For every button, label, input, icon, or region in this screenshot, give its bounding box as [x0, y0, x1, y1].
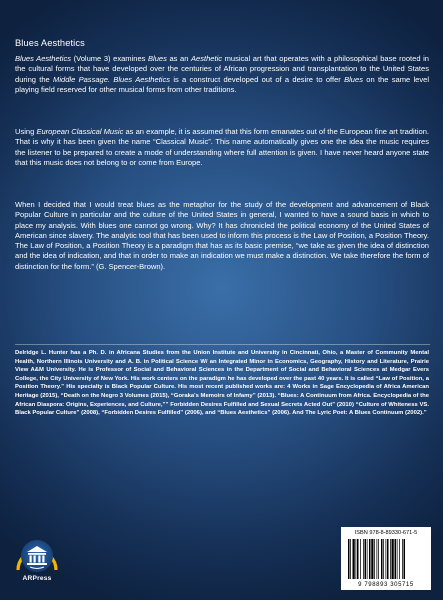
barcode-icon: [347, 539, 425, 579]
description-paragraph-1: [15, 54, 429, 95]
italic-text-run: Blues Aesthetics: [15, 54, 71, 63]
barcode-bar: [397, 539, 398, 579]
barcode-bar: [399, 539, 400, 579]
publisher-name: ARPress: [22, 575, 52, 582]
description-paragraph-2: [15, 127, 429, 168]
barcode-bar: [390, 539, 391, 579]
text-run: is a construct developed out of a desire to offer: [170, 74, 345, 84]
text-run: on the same level playing field reserved for other musical forms from other traditions.: [15, 74, 429, 94]
barcode-bar: [387, 539, 389, 579]
text-run: as an example, it is assumed that this form emanates out of the European fine art tradition. That is why it has been given the name “Classical Music”. This name automatically gives one the idea the music requires the listener to be prepared to create a mode of understanding where full attention is given. I have never heard anyone state that this music does not belong to or come from Europe.: [15, 127, 429, 167]
barcode-bar: [371, 539, 373, 579]
barcode-bar: [369, 539, 371, 579]
isbn-barcode: [341, 527, 431, 590]
isbn-label: ISBN 978-8-89330-671-5: [354, 530, 418, 536]
barcode-digits: 9 798893 305715: [358, 582, 414, 588]
barcode-bar: [350, 539, 351, 579]
barcode-bar: [367, 539, 368, 579]
barcode-bar: [377, 539, 378, 579]
barcode-bar: [363, 539, 364, 579]
barcode-bar: [348, 539, 350, 579]
author-bio: Delridge L. Hunter has a Ph. D. in Africana Studies from the Union Institute and University in Cincinnati, Ohio, a Master of Community Mental Health, Northern Illinois University and A. B. in Political Science W/ an Integrated Minor in Economics, Geography, History and Literature, Prairie View A&M University. He is Professor of Social and Behavioral Sciences in the Department of Social and Behavioral Sciences at Medgar Evers College, the City University of New York. His work centers on the paradigm he has developed over the past 40 years. It is called “Law of Position, a Position Theory.” His specialty is Black Popular Culture. His most recent published works are: 4 Works in Sage Encyclopedia of Africa American Heritage (2015), “Death on the Negro 3 Volumes (2015), “Goraka's Memoirs of Infamy” (2013). “Blues: A Continuum from Africa. Encyclopedia of the African Diaspora: Origins, Experiences, and Culture,”” Forbidden Desires Fulfilled and Sexual Secrets Acted Out” (2010) “Culture of Whiteness VS. Black Popular Culture” (2008), “Forbidden Desires Fulfilled” (2006), and “Blues Aesthetics” (2006). And The Lyric Poet: A Blues Continuum (2002).”: [15, 350, 429, 417]
barcode-bar: [386, 539, 387, 579]
italic-text-run: Blues: [148, 54, 167, 63]
section-divider: [15, 344, 430, 345]
barcode-bar: [356, 539, 357, 579]
barcode-bar: [374, 539, 375, 579]
italic-text-run: Blues: [344, 74, 363, 84]
barcode-bar: [395, 539, 397, 579]
book-title-heading: Blues Aesthetics: [15, 38, 85, 48]
text-run: Using: [15, 127, 37, 136]
barcode-bar: [381, 539, 383, 579]
italic-text-run: Middle Passage. Blues Aesthetics: [53, 74, 171, 84]
text-run: as an: [166, 54, 191, 63]
text-run: musical art that operates with a philosophical base rooted in the cultural forms that have developed over the centuries of African progression and transplantation to the United States during the: [15, 54, 430, 84]
italic-text-run: Aesthetic: [190, 54, 223, 63]
barcode-bar: [357, 539, 359, 579]
barcode-bar: [360, 539, 361, 579]
barcode-bar: [353, 539, 355, 579]
barcode-bar: [404, 539, 406, 579]
barcode-bar: [365, 539, 367, 579]
text-run: (Volume 3) examines: [71, 54, 148, 63]
barcode-bar: [378, 539, 379, 579]
barcode-bar: [383, 539, 384, 579]
italic-text-run: European Classical Music: [36, 127, 124, 136]
barcode-bar: [402, 539, 403, 579]
description-paragraph-3: When I decided that I would treat blues as the metaphor for the study of the development and advancement of Black Popular Culture in particular and the culture of the United States in general, I wanted to have a sound basis in which to place my analysis. With blues one cannot go wrong. Why? It has chronicled the political economy of the United States of American since slavery. The analytic tool that has been used to inform this process is the Law of Position, a Position Theory. The Law of Position, a Position Theory is a paradigm that has as its basic premise, “we take as given the idea of distinction and the idea of indication, and that in order to make an indication we must make a distinction. We take therefore the form of distinction for the form.” (G. Spencer-Brown).: [15, 200, 429, 271]
barcode-bar: [392, 539, 394, 579]
